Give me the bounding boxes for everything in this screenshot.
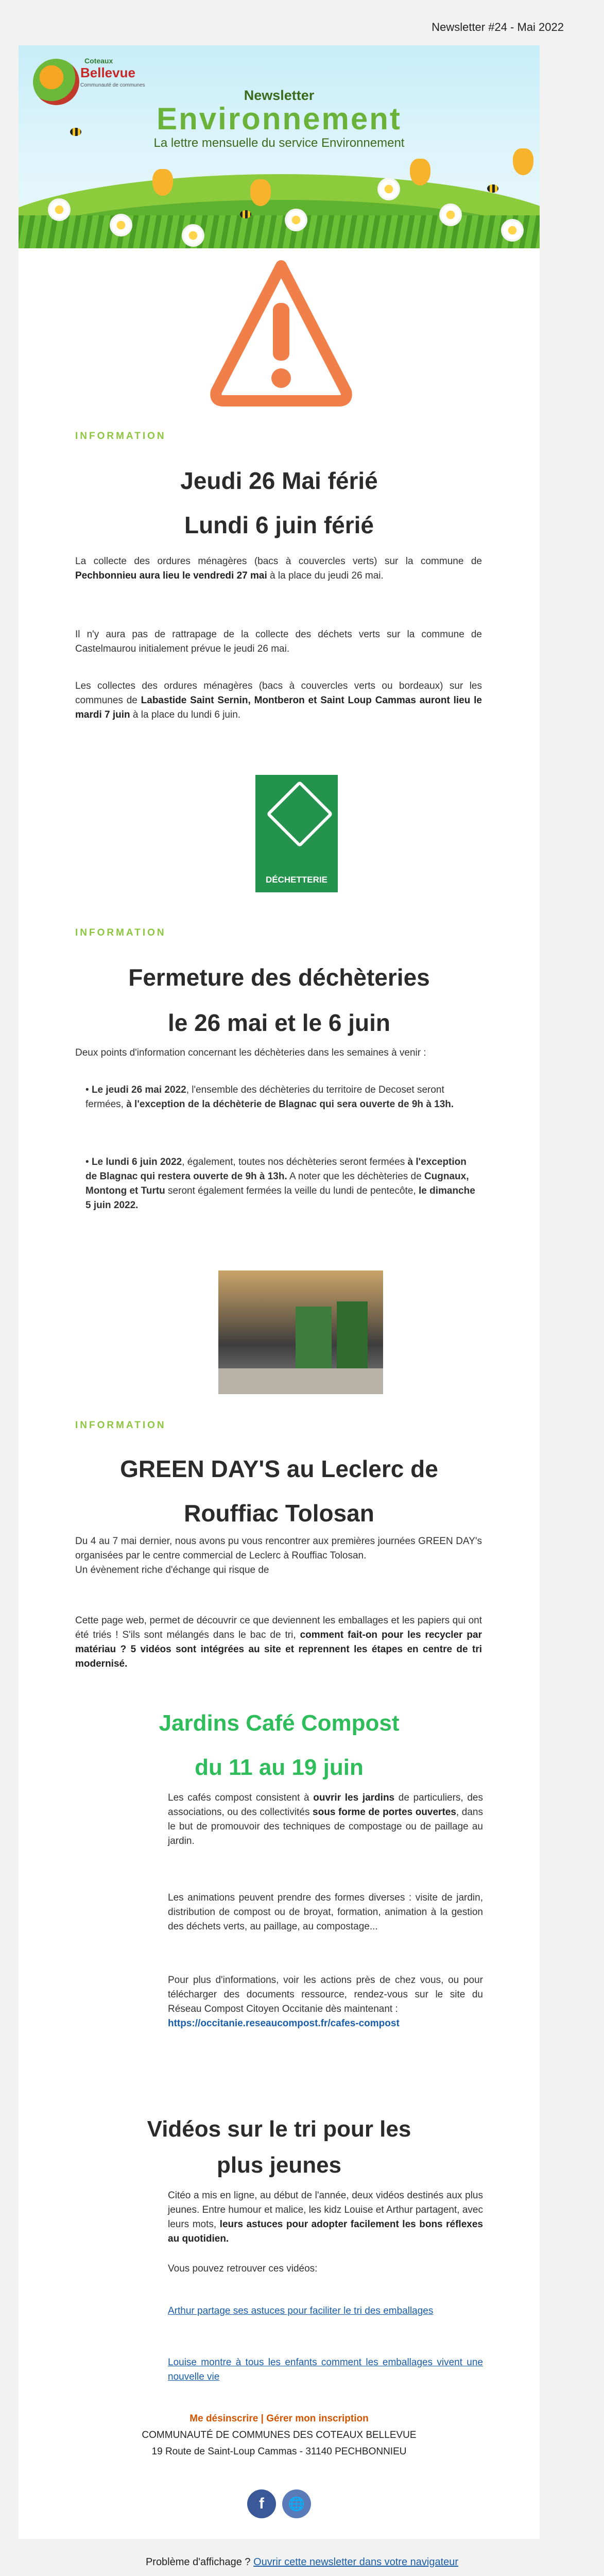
section-label: INFORMATION	[75, 1420, 166, 1431]
flower-icon	[441, 205, 460, 225]
paragraph: Les cafés compost consistent à ouvrir les jardins de particuliers, des associations, ou des collectivités sous forme de portes ouvertes, dans le but de promouvoir des techniques de compostage ou de paillage au jardin.	[168, 1792, 483, 1846]
view-online-link[interactable]: Ouvrir cette newsletter dans votre navigateur	[253, 2556, 459, 2568]
photo-stand	[296, 1307, 332, 1368]
flower-icon	[503, 221, 522, 240]
paragraph: Deux points d'information concernant les déchèteries dans les semaines à venir :	[75, 1047, 426, 1058]
paragraph: Du 4 au 7 mai dernier, nous avons pu vous rencontrer aux premières journées GREEN DAY's organisées par le centre commercial de Leclerc à Rouffiac Tolosan. Un évènement riche d'échange qui risque de	[75, 1536, 482, 1575]
newsletter-tagline: La lettre mensuelle du service Environnement	[153, 136, 405, 150]
logo-name: Bellevue	[80, 65, 135, 80]
flower-icon	[379, 179, 399, 199]
section-title: Rouffiac Tolosan	[184, 1500, 374, 1527]
tulip-icon	[250, 179, 271, 206]
newsletter-title: Environnement	[157, 101, 402, 136]
logo-small-text: Coteaux	[84, 57, 113, 65]
list-item: • Le lundi 6 juin 2022, également, toutes nos déchèteries seront fermées à l'exception de Blagnac qui restera ouverte de 9h à 13h. A noter que les déchèteries de Cugnaux, Montong et Turtu seront également fermées la veille du lundi de pentecôte, le dimanche 5 juin 2022.	[85, 1157, 475, 1211]
store-photo	[218, 1270, 383, 1394]
video-link-louise[interactable]: Louise montre à tous les enfants comment les emballages vivent une nouvelle vie	[168, 2357, 483, 2382]
paragraph: Cette page web, permet de découvrir ce que deviennent les emballages et les papiers qui ont été triés ! S'ils sont mélangés dans le bac de tri, comment fait-on pour les recycler par matériau ? 5 vidéos sont intégrées au site et reprennent les étapes en centre de tri modernisé.	[75, 1615, 482, 1669]
newsletter-label: Newsletter	[244, 88, 315, 103]
unsubscribe-link[interactable]: Me désinscrire	[189, 2413, 258, 2424]
section-title: Vidéos sur le tri pour les	[147, 2116, 411, 2142]
display-problem-text: Problème d'affichage ?	[145, 2556, 254, 2568]
bee-icon	[487, 184, 498, 193]
section-label: INFORMATION	[75, 927, 166, 938]
dechetterie-logo	[255, 775, 338, 892]
warning-icon	[209, 259, 353, 408]
banner-grass	[19, 215, 540, 248]
website-icon[interactable]: 🌐	[282, 2489, 311, 2518]
manage-subscription-link[interactable]: Gérer mon inscription	[266, 2413, 369, 2424]
section-label: INFORMATION	[75, 431, 166, 442]
footer-links	[19, 2413, 540, 2425]
logo-caption: Communauté de communes	[80, 82, 145, 88]
paragraph: Il n'y aura pas de rattrapage de la collecte des déchets verts sur la commune de Castelmaurou initialement prévue le jeudi 26 mai.	[75, 629, 482, 654]
flower-icon	[49, 200, 69, 219]
paragraph	[168, 2355, 483, 2384]
footer-address: 19 Route de Saint-Loup Cammas - 31140 PECHBONNIEU	[151, 2446, 407, 2457]
newsletter-card	[19, 45, 540, 2539]
flower-icon	[111, 215, 131, 235]
footer-organisation: COMMUNAUTÉ DE COMMUNES DES COTEAUX BELLEVUE	[142, 2430, 417, 2441]
list-item: • Le jeudi 26 mai 2022, l'ensemble des déchèteries du territoire de Decoset seront fermées, à l'exception de la déchèterie de Blagnac qui sera ouverte de 9h à 13h.	[85, 1084, 454, 1110]
video-link-arthur[interactable]: Arthur partage ses astuces pour faciliter le tri des emballages	[168, 2306, 434, 2316]
issue-label: Newsletter #24 - Mai 2022	[432, 21, 564, 33]
dechetterie-logo-text: DÉCHETTERIE	[266, 875, 327, 885]
section-title: GREEN DAY'S au Leclerc de	[120, 1455, 438, 1482]
paragraph: Les collectes des ordures ménagères (bacs à couvercles verts ou bordeaux) sur les communes de Labastide Saint Sernin, Montberon et Saint Loup Cammas auront lieu le mardi 7 juin à la place du lundi 6 juin.	[75, 681, 482, 720]
recycle-arrows-icon	[266, 781, 333, 848]
paragraph: Citéo a mis en ligne, au début de l'année, deux vidéos destinés aux plus jeunes. Entre humour et malice, les kidz Louise et Arthur partagent, avec leurs mots, leurs astuces pour adopter facilement les bons réflexes au quotidien.	[168, 2190, 483, 2244]
section-title: Lundi 6 juin férié	[184, 512, 374, 538]
tulip-icon	[152, 169, 173, 196]
tulip-icon	[513, 148, 533, 175]
view-online-line	[0, 2556, 604, 2568]
tulip-icon	[410, 159, 430, 185]
facebook-icon[interactable]: f	[247, 2489, 276, 2518]
separator: |	[258, 2413, 267, 2424]
compost-link[interactable]: https://occitanie.reseaucompost.fr/cafes-compost	[168, 2018, 400, 2029]
paragraph	[168, 2304, 483, 2318]
flower-icon	[286, 210, 306, 230]
header-banner	[19, 45, 540, 248]
section-title: plus jeunes	[216, 2153, 342, 2178]
section-title: Fermeture des déchèteries	[128, 964, 430, 991]
photo-stand	[337, 1301, 368, 1374]
section-title: du 11 au 19 juin	[195, 1755, 364, 1780]
photo-floor	[218, 1368, 383, 1394]
paragraph: La collecte des ordures ménagères (bacs à couvercles verts) sur la commune de Pechbonnieu aura lieu le vendredi 27 mai à la place du jeudi 26 mai.	[75, 556, 482, 581]
section-title: le 26 mai et le 6 juin	[167, 1009, 391, 1036]
paragraph: Les animations peuvent prendre des formes diverses : visite de jardin, distribution de compost ou de broyat, formation, animation à la gestion des déchets verts, au paillage, au compostage...	[168, 1892, 483, 1932]
flower-icon	[183, 226, 203, 245]
bee-icon	[240, 210, 251, 218]
section-title: Jeudi 26 Mai férié	[180, 467, 378, 494]
paragraph: Pour plus d'informations, voir les actions près de chez vous, ou pour télécharger des documents ressource, rendez-vous sur le site du Réseau Compost Citoyen Occitanie dès maintenant : https://occitanie.reseaucompost.fr/cafes-compost	[168, 1975, 483, 2029]
section-title: Jardins Café Compost	[159, 1710, 400, 1736]
paragraph: Vous pouvez retrouver ces vidéos:	[168, 2263, 318, 2274]
